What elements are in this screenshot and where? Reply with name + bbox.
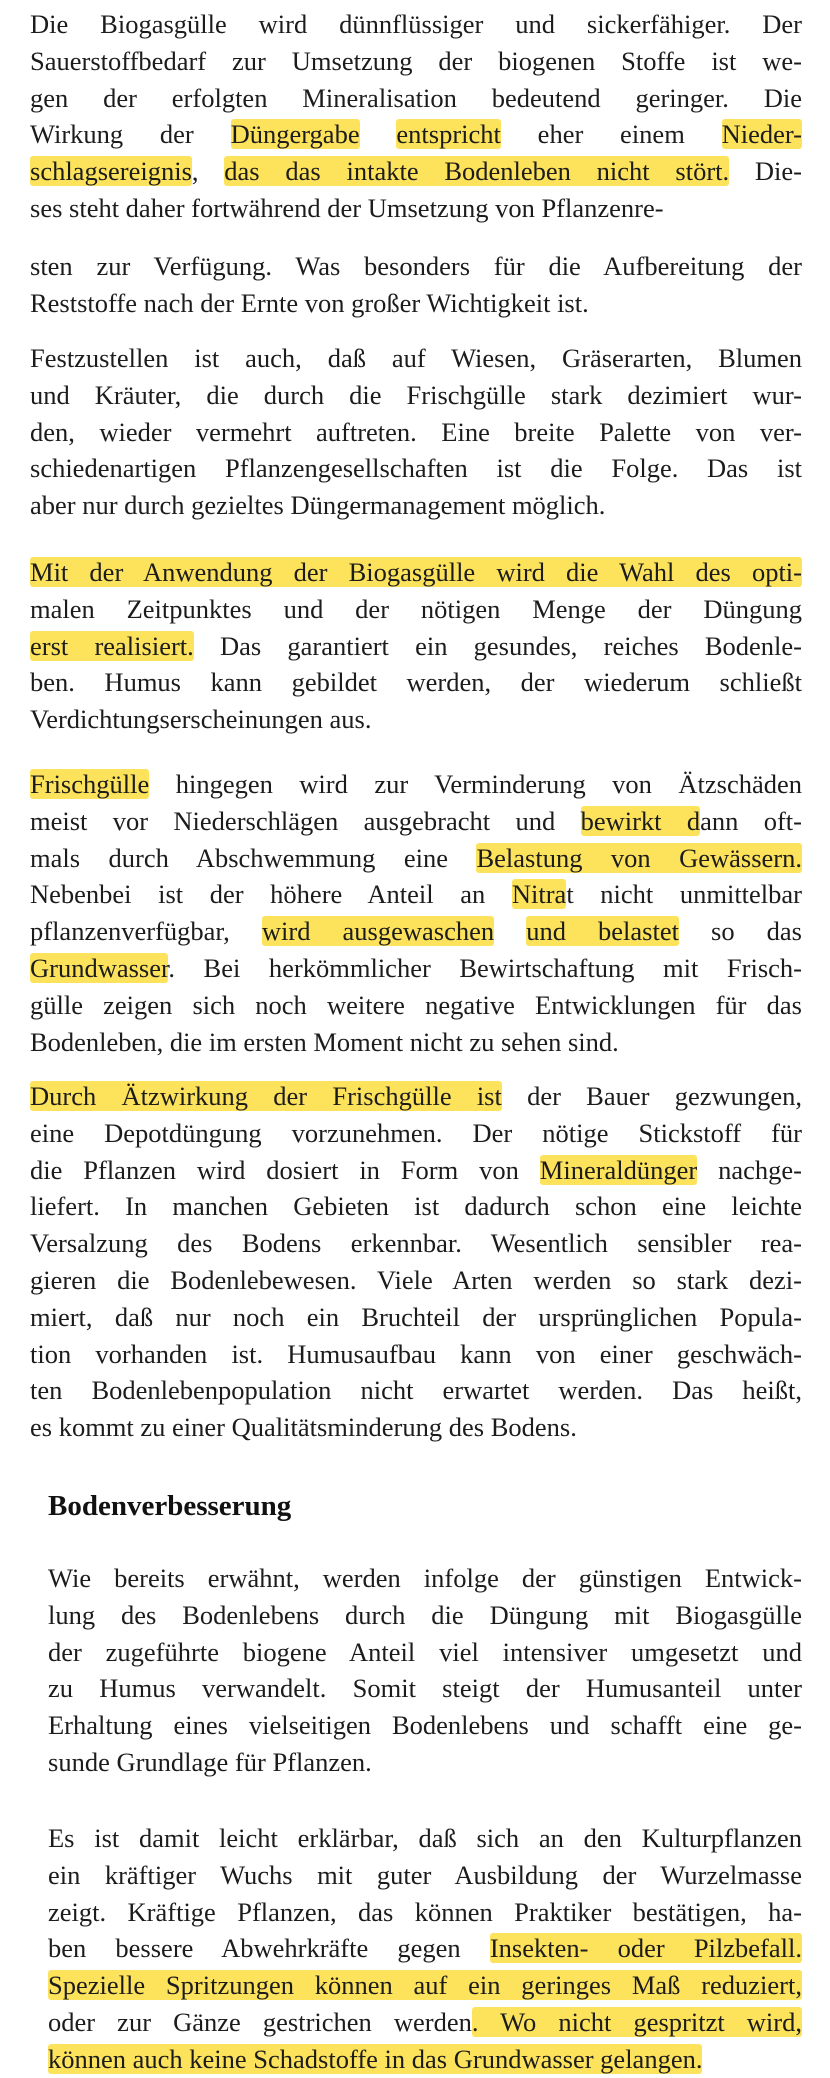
text-line: ben bessere Abwehrkräfte gegen Insekten- oder Pilzbefall. (48, 1933, 802, 1964)
text-line: mals durch Abschwemmung eine Belastung von Gewässern. (30, 842, 802, 873)
text-line: Bodenleben, die im ersten Moment nicht zu sehen sind. (30, 1026, 619, 1057)
highlight-mark: bewirkt d (580, 805, 701, 836)
paragraph-1 (30, 6, 802, 227)
text-line: ein kräftiger Wuchs mit guter Ausbildung der Wurzelmasse (48, 1859, 802, 1890)
paragraph-2 (30, 248, 802, 322)
text-line: malen Zeitpunktes und der nötigen Menge der Düngung (30, 593, 802, 624)
text-line: und Kräuter, die durch die Frischgülle stark dezimiert wur- (30, 379, 802, 410)
highlight-mark: Insekten- oder Pilzbefall. (489, 1933, 802, 1964)
text-line: gen der erfolgten Mineralisation bedeutend geringer. Die (30, 82, 802, 113)
highlight-mark: Belastung von Gewässern. (476, 842, 802, 873)
paragraph-5 (30, 766, 802, 1060)
text-line: Erhaltung eines vielseitigen Bodenlebens und schafft eine ge- (48, 1710, 802, 1741)
highlight-mark: Frischgülle (30, 769, 150, 799)
text-line: aber nur durch gezieltes Düngermanagement möglich. (30, 490, 606, 521)
highlight-mark: wird ausgewaschen (261, 916, 495, 947)
text-line: sunde Grundlage für Pflanzen. (48, 1746, 372, 1777)
text-line: schlagsereignis, das das intakte Bodenleben nicht stört. Die- (30, 156, 803, 187)
text-line: schiedenartigen Pflanzengesellschaften ist die Folge. Das ist (30, 453, 802, 484)
paragraph-3 (30, 340, 802, 524)
paragraph-6 (30, 1078, 802, 1446)
highlight-mark: Mineraldünger (539, 1154, 698, 1185)
highlight-mark: Nitra (511, 879, 567, 910)
text-line: erst realisiert. Das garantiert ein gesundes, reiches Bodenle- (30, 630, 802, 661)
text-line: zu Humus verwandelt. Somit steigt der Humusanteil unter (48, 1673, 802, 1704)
highlight-mark: . Wo nicht gespritzt wird, (471, 2006, 802, 2037)
highlight-mark: erst realisiert. (30, 630, 194, 661)
highlight-mark: können auch keine Schadstoffe in das Grundwasser gelangen. (48, 2043, 703, 2074)
text-line: der zugeführte biogene Anteil viel intensiver umgesetzt und (48, 1636, 802, 1667)
highlight-mark: Nieder- (721, 119, 803, 150)
text-line: miert, daß nur noch ein Bruchteil der ursprünglichen Popula- (30, 1301, 802, 1332)
highlight-mark: entspricht (396, 119, 501, 150)
highlight-mark: schlagsereignis (30, 156, 192, 187)
highlight-mark: Durch Ätzwirkung der Frischgülle ist (30, 1081, 502, 1111)
highlight-mark: Spezielle Spritzungen können auf ein geringes Maß reduziert, (48, 1970, 802, 2001)
text-line: ben. Humus kann gebildet werden, der wiederum schließt (30, 667, 802, 698)
text-line: Wirkung der Düngergabe entspricht eher einem Nieder- (30, 119, 803, 150)
text-line: liefert. In manchen Gebieten ist dadurch schon eine leichte (30, 1191, 802, 1222)
paragraph-7 (48, 1560, 802, 1781)
text-line: ten Bodenlebenpopulation nicht erwartet werden. Das heißt, (30, 1375, 802, 1406)
text-line: es kommt zu einer Qualitätsminderung des Bodens. (30, 1412, 577, 1443)
text-line: Die Biogasgülle wird dünnflüssiger und sickerfähiger. Der (30, 9, 802, 39)
text-line (30, 554, 802, 591)
text-line: tion vorhanden ist. Humusaufbau kann von einer geschwäch- (30, 1338, 802, 1369)
text-line: Es ist damit leicht erklärbar, daß sich an den Kulturpflanzen (48, 1823, 802, 1853)
text-line (48, 2041, 802, 2078)
text-line: Reststoffe nach der Ernte von großer Wichtigkeit ist. (30, 287, 589, 318)
highlight-mark: Mit der Anwendung der Biogasgülle wird die Wahl des opti- (30, 557, 802, 587)
text-line: lung des Bodenlebens durch die Düngung mit Biogasgülle (48, 1599, 802, 1630)
text-line: Wie bereits erwähnt, werden infolge der günstigen Entwick- (48, 1563, 802, 1593)
text-line: Grundwasser. Bei herkömmlicher Bewirtschaftung mit Frisch- (30, 952, 802, 983)
text-line: ses steht daher fortwährend der Umsetzung von Pflanzenre- (30, 192, 664, 223)
highlight-mark: und belastet (526, 916, 679, 947)
text-line: Frischgülle hingegen wird zur Verminderung von Ätzschäden (30, 769, 802, 799)
paragraph-4 (30, 554, 802, 738)
text-line: gülle zeigen sich noch weitere negative Entwicklungen für das (30, 989, 802, 1020)
section-heading: Bodenverbesserung (48, 1490, 292, 1522)
text-line: Verdichtungserscheinungen aus. (30, 704, 372, 735)
highlight-mark: Grundwasser (30, 952, 169, 983)
text-line: sten zur Verfügung. Was besonders für die Aufbereitung der (30, 251, 802, 281)
text-line: meist vor Niederschlägen ausgebracht und bewirkt dann oft- (30, 805, 802, 836)
text-line: Sauerstoffbedarf zur Umsetzung der biogenen Stoffe ist we- (30, 45, 802, 76)
text-line: eine Depotdüngung vorzunehmen. Der nötige Stickstoff für (30, 1117, 802, 1148)
highlight-mark: Düngergabe (230, 119, 360, 150)
text-line: Nebenbei ist der höhere Anteil an Nitrat nicht unmittelbar (30, 879, 803, 910)
paragraph-8 (48, 1820, 802, 2078)
text-line: Festzustellen ist auch, daß auf Wiesen, Gräserarten, Blumen (30, 343, 802, 373)
text-line: Versalzung des Bodens erkennbar. Wesentlich sensibler rea- (30, 1228, 802, 1259)
highlight-mark: das das intakte Bodenleben nicht stört. (224, 156, 730, 187)
text-line: pflanzenverfügbar, wird ausgewaschen und belastet so das (30, 916, 802, 947)
text-line: Durch Ätzwirkung der Frischgülle ist der Bauer gezwungen, (30, 1081, 802, 1111)
text-line: zeigt. Kräftige Pflanzen, das können Praktiker bestätigen, ha- (48, 1896, 802, 1927)
text-line: oder zur Gänze gestrichen werden. Wo nicht gespritzt wird, (48, 2006, 802, 2037)
text-line: den, wieder vermehrt auftreten. Eine breite Palette von ver- (30, 416, 802, 447)
text-line: die Pflanzen wird dosiert in Form von Mineraldünger nachge- (30, 1154, 802, 1185)
text-line: gieren die Bodenlebewesen. Viele Arten werden so stark dezi- (30, 1264, 802, 1295)
text-line (48, 1967, 802, 2004)
